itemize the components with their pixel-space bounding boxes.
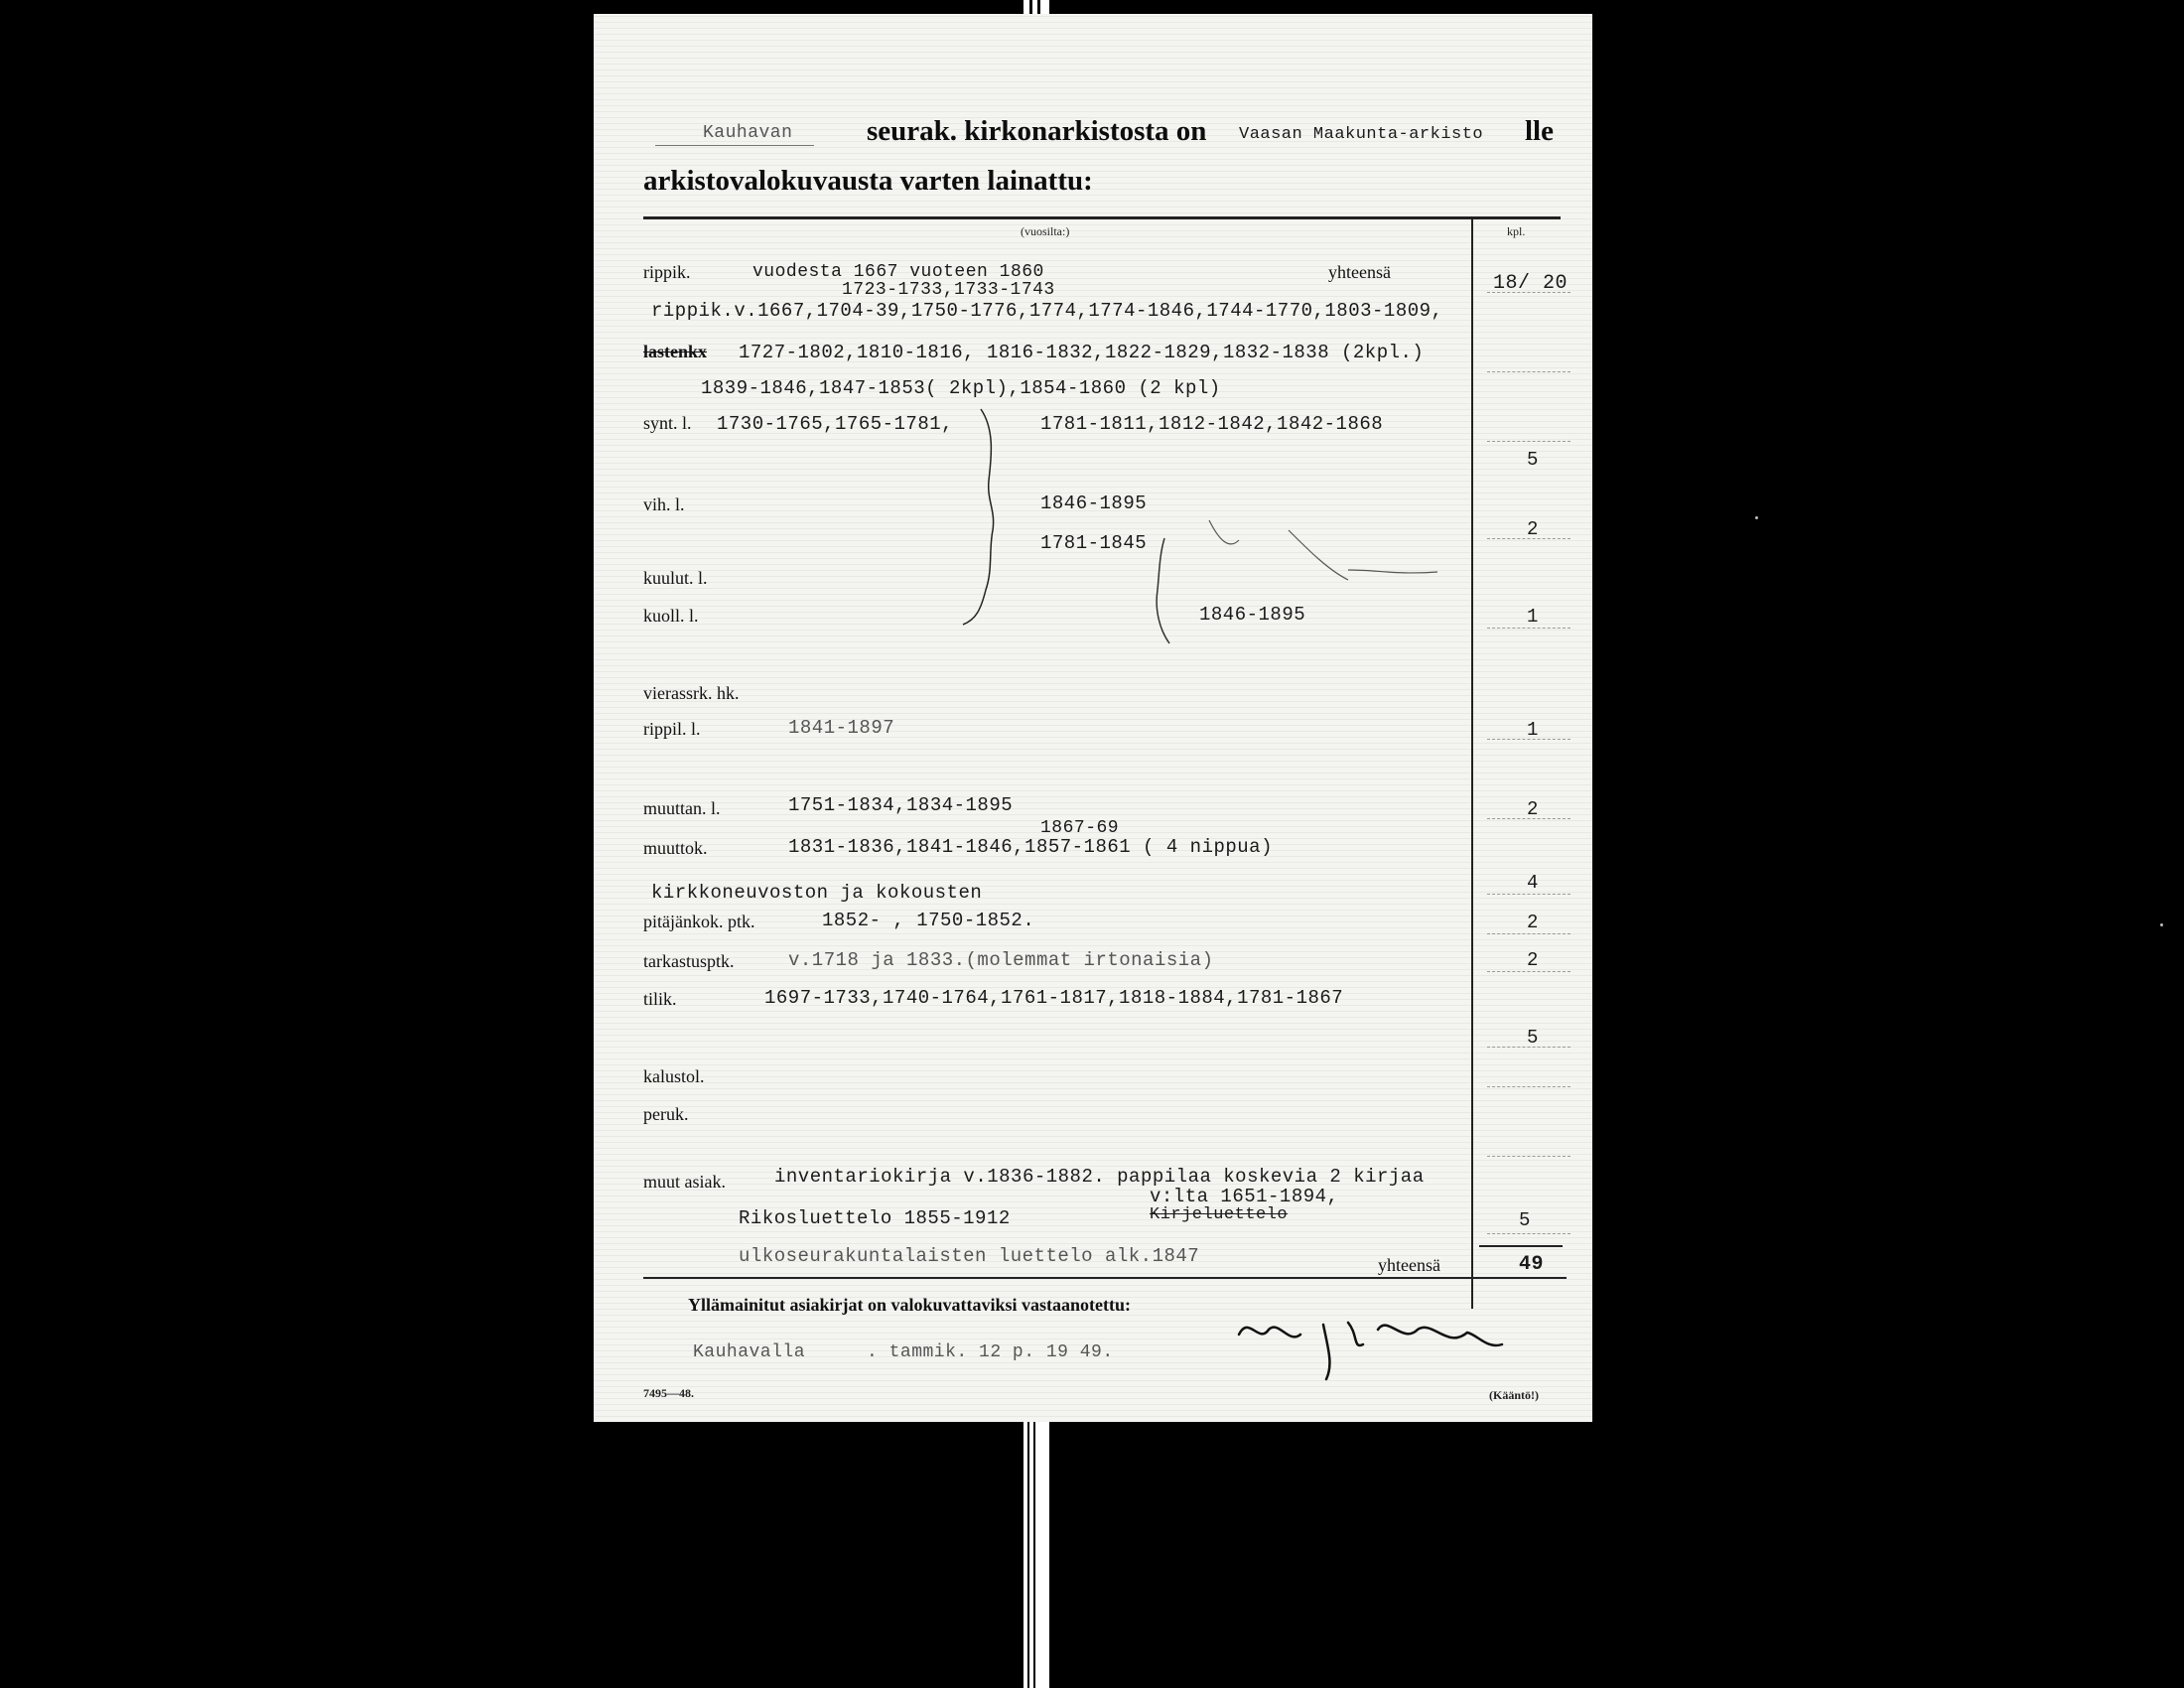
pitajankok-value: 1852- , 1750-1852. [822, 910, 1035, 931]
kuoll-kpl: 1 [1527, 606, 1539, 628]
rippik-line-2: rippik.v.1667,1704-39,1750-1776,1774,1774-1846,1744-1770,1803-1809, [651, 300, 1443, 322]
film-speck [1755, 516, 1758, 519]
header-text: seurak. kirkonarkistosta on [867, 115, 1207, 147]
rippik-insert: 1723-1733,1733-1743 [842, 280, 1055, 300]
row-label-vierassrk: vierassrk. hk. [643, 683, 740, 703]
pitajankok-kpl: 2 [1527, 912, 1539, 933]
muut-insert: v:lta 1651-1894, [1150, 1186, 1339, 1207]
muut-struck-text: Kirjeluettelo [1150, 1205, 1289, 1224]
muuttok-kpl: 4 [1527, 872, 1539, 894]
received-text: Yllämainitut asiakirjat on valokuvattaviksi vastaanotettu: [688, 1295, 1132, 1315]
muuttok-value: 1831-1836,1841-1846,1857-1861 ( 4 nippua) [788, 836, 1273, 858]
muuttan-kpl: 2 [1527, 798, 1539, 820]
lastenkx-value: 1727-1802,1810-1816, 1816-1832,1822-1829,1832-1838 (2kpl.) [739, 342, 1425, 363]
parish-name: Kauhavan [703, 123, 793, 143]
row-label-muuttok: muuttok. [643, 838, 708, 858]
vih-value-2: 1781-1845 [1040, 532, 1148, 554]
total-kpl: 49 [1519, 1253, 1545, 1276]
row-label-kalustol: kalustol. [643, 1066, 705, 1086]
header-text-2: arkistovalokuvausta varten lainattu: [643, 165, 1093, 197]
row-label-synt: synt. l. [643, 413, 692, 433]
rippil-kpl: 1 [1527, 719, 1539, 741]
rippik-sum-label: yhteensä [1328, 262, 1391, 282]
synt-value-left: 1730-1765,1765-1781, [717, 413, 954, 435]
muut-line-2: Rikosluettelo 1855-1912 [739, 1207, 1011, 1229]
row-label-peruk: peruk. [643, 1104, 689, 1124]
place-name: Kauhavalla [693, 1342, 806, 1362]
film-tape-bottom [1024, 1418, 1049, 1688]
row-label-pitajankok: pitäjänkok. ptk. [643, 912, 755, 931]
rippil-value: 1841-1897 [788, 717, 895, 739]
synt-value-right: 1781-1811,1812-1842,1842-1868 [1040, 413, 1384, 435]
archive-loan-form [594, 14, 1592, 1422]
row-label-rippik: rippik. [643, 262, 691, 282]
rippik-kpl: 18/ 20 [1493, 272, 1569, 295]
row-label-kuoll: kuoll. l. [643, 606, 699, 626]
scribble-marks [1209, 520, 1437, 580]
rippik-value: vuodesta 1667 vuoteen 1860 [752, 262, 1044, 282]
muut-line-3: ulkoseurakuntalaisten luettelo alk.1847 [739, 1245, 1200, 1267]
date-text: . tammik. 12 p. 19 49. [867, 1342, 1114, 1362]
muut-kpl: 5 [1519, 1209, 1531, 1231]
tilik-kpl: 5 [1527, 1027, 1539, 1049]
synt-kpl: 5 [1527, 449, 1539, 471]
row-label-kuulut: kuulut. l. [643, 568, 708, 588]
tarkastus-value: v.1718 ja 1833.(molemmat irtonaisia) [788, 949, 1214, 971]
muuttan-value: 1751-1834,1834-1895 [788, 794, 1014, 816]
row-label-muuttan: muuttan. l. [643, 798, 721, 818]
total-label: yhteensä [1378, 1255, 1440, 1275]
archive-name: Vaasan Maakunta-arkisto [1239, 125, 1484, 144]
header-suffix: lle [1525, 115, 1554, 147]
lastenkx-line-2: 1839-1846,1847-1853( 2kpl),1854-1860 (2 kpl) [701, 377, 1221, 399]
row-label-rippil: rippil. l. [643, 719, 701, 739]
form-number: 7495—48. [643, 1386, 694, 1400]
tarkastus-kpl: 2 [1527, 949, 1539, 971]
row-label-muut-asiak: muut asiak. [643, 1172, 726, 1192]
film-speck [2160, 923, 2163, 926]
turn-over-label: (Kääntö!) [1489, 1388, 1539, 1402]
muut-value: inventariokirja v.1836-1882. pappilaa koskevia 2 kirjaa [774, 1166, 1425, 1188]
row-label-tilik: tilik. [643, 989, 677, 1009]
signature [1239, 1323, 1502, 1379]
column-header-kpl: kpl. [1507, 224, 1526, 238]
bracket-curve [1157, 538, 1169, 643]
row-label-lastenkx: lastenkx [643, 342, 708, 361]
column-header-vuosilta: (vuosilta:) [1021, 224, 1070, 238]
bracket-curve [963, 409, 994, 625]
kuoll-value: 1846-1895 [1199, 604, 1306, 626]
handwritten-marks [594, 14, 1592, 1422]
vih-kpl: 2 [1527, 518, 1539, 540]
vih-value: 1846-1895 [1040, 492, 1148, 514]
muuttok-insert: 1867-69 [1040, 818, 1120, 838]
row-label-tarkastusptk: tarkastusptk. [643, 951, 735, 971]
tilik-value: 1697-1733,1740-1764,1761-1817,1818-1884,1781-1867 [764, 987, 1344, 1009]
row-label-vih: vih. l. [643, 494, 685, 514]
kirkkoneuvosto-value: kirkkoneuvoston ja kokousten [651, 882, 983, 904]
